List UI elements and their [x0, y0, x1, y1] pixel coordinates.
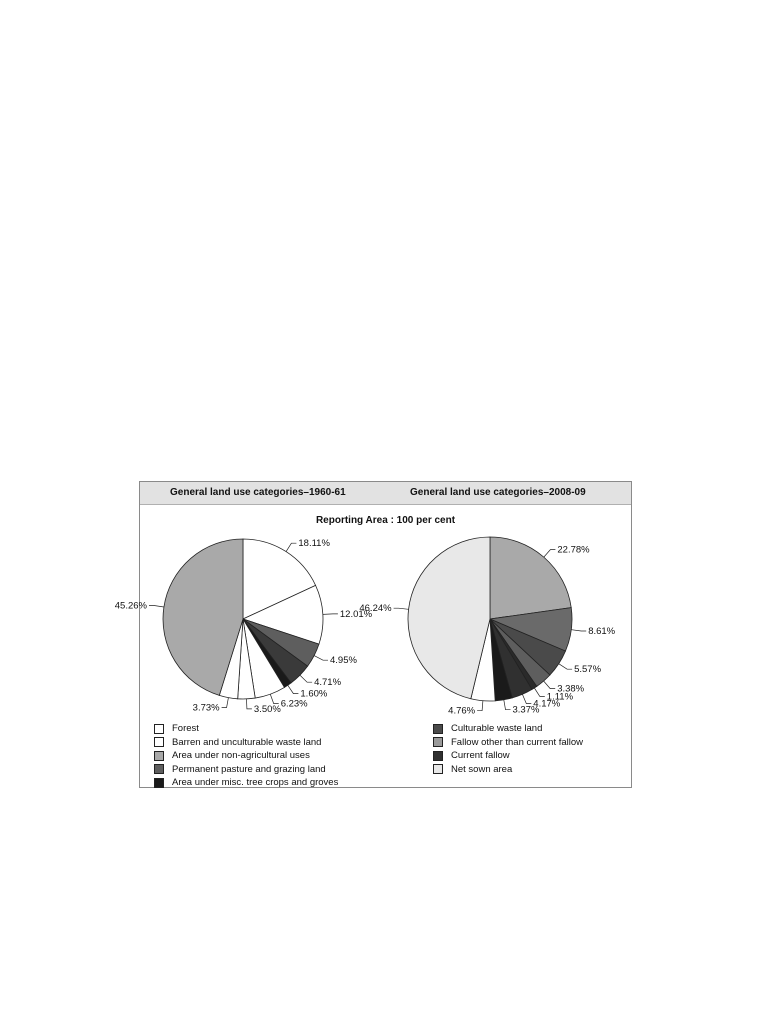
leader-line [286, 543, 296, 551]
leader-line [270, 694, 278, 703]
legend-label: Net sown area [451, 763, 513, 775]
slice-label: 3.50% [253, 703, 281, 715]
slice-label: 1.11% [546, 691, 574, 703]
legend-label: Area under non-agricultural uses [172, 750, 310, 762]
legend-label: Fallow other than current fallow [451, 736, 584, 748]
slice-label: 5.57% [574, 664, 602, 676]
leader-line [559, 664, 572, 670]
slice-label: 4.76% [448, 705, 476, 717]
legend-item [433, 722, 583, 736]
land-use-figure [114, 481, 632, 789]
chart-title-1960: General land use categories–1960-61 [170, 487, 346, 498]
pie-charts [114, 482, 633, 722]
legend-label: Barren and unculturable waste land [172, 736, 322, 748]
slice-label: 6.23% [280, 698, 308, 710]
slice-label: 1.60% [300, 688, 328, 700]
slice-label: 45.26% [114, 600, 147, 612]
leader-line [222, 698, 229, 708]
slice-label: 4.95% [330, 655, 357, 667]
slice-label: 12.01% [339, 608, 373, 620]
legend-swatch [433, 724, 443, 734]
legend-swatch [154, 778, 164, 788]
slice-label: 22.78% [557, 544, 590, 556]
slice-label: 3.38% [557, 683, 585, 695]
leader-line [288, 685, 299, 693]
pie-1960 [115, 538, 373, 715]
chart-subtitle: Reporting Area : 100 per cent [315, 515, 456, 526]
leader-line [149, 606, 164, 608]
leader-line [477, 701, 483, 711]
leader-line [571, 630, 586, 631]
legend-item [154, 722, 338, 736]
leader-line [522, 694, 531, 703]
pie-2008 [359, 537, 615, 717]
leader-line [323, 614, 338, 615]
slice-label: 8.61% [588, 626, 616, 637]
leader-line [504, 700, 511, 710]
legend-swatch [433, 751, 443, 761]
legend-label: Culturable waste land [451, 723, 543, 735]
leader-line [544, 550, 556, 558]
legend-swatch [433, 764, 443, 774]
legend-item [154, 749, 338, 763]
slice-label: 3.37% [512, 704, 540, 716]
chart-title-2008: General land use categories–2008-09 [410, 487, 586, 498]
legend-swatch [433, 737, 443, 747]
legend-item [433, 749, 583, 763]
legend-item [433, 763, 583, 777]
legend-label: Current fallow [451, 750, 510, 762]
legend-swatch [154, 724, 164, 734]
leader-line [300, 675, 312, 682]
slice-label: 4.71% [314, 677, 342, 689]
legend-swatch [154, 737, 164, 747]
legend-label: Area under misc. tree crops and groves [172, 777, 339, 789]
legend-item [433, 736, 583, 750]
slice-label: 18.11% [298, 538, 330, 550]
leader-line [314, 656, 328, 661]
legend-item [154, 736, 338, 750]
slice-label: 3.73% [192, 702, 220, 714]
legend-item [154, 763, 338, 777]
slice-label: 4.17% [533, 698, 561, 710]
legend-label: Forest [172, 723, 199, 735]
legend-label: Permanent pasture and grazing land [172, 763, 326, 775]
legend-right [433, 722, 583, 776]
legend-left [154, 722, 338, 790]
legend-swatch [154, 764, 164, 774]
leader-line [534, 688, 544, 696]
slice-label: 46.24% [359, 603, 392, 615]
leader-line [247, 699, 252, 709]
legend-item [154, 776, 338, 790]
leader-line [394, 608, 409, 609]
legend-swatch [154, 751, 164, 761]
leader-line [544, 681, 556, 689]
